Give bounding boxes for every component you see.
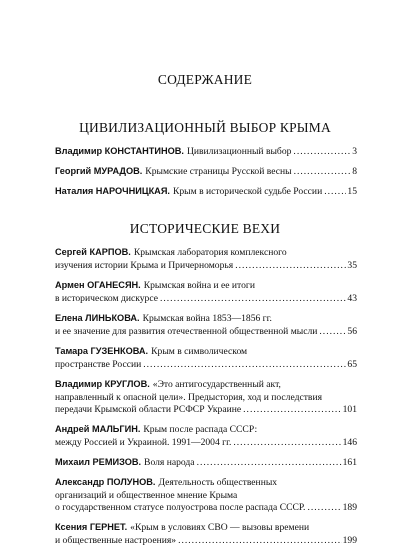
entry-page-number: 146 [342, 436, 357, 448]
entry-line [55, 345, 357, 359]
entry-author: Армен ОГАНЕСЯН. [55, 280, 141, 290]
entry-author: Андрей МАЛЬГИН. [55, 424, 141, 434]
entry-line [55, 359, 357, 372]
entry-author: Владимир КРУГЛОВ. [55, 379, 150, 389]
entry-line [55, 260, 357, 273]
entry-title: и ее значение для развития отечественной общественной мысли [55, 325, 318, 337]
entry-title: Крым в символическом [151, 346, 248, 357]
entry-title: «Это антигосударственный акт, [152, 379, 281, 390]
entry-line [55, 476, 357, 490]
entry-title: передачи Крымской области РСФСР Украине [55, 404, 242, 416]
dot-leader [294, 166, 352, 179]
toc-entry[interactable] [55, 279, 357, 305]
entry-title: Крым после распада СССР: [143, 424, 258, 435]
entry-line [55, 392, 357, 405]
entry-line [55, 490, 357, 503]
toc-entry[interactable] [55, 456, 357, 470]
entry-page-number: 65 [347, 358, 357, 370]
entry-title: Цивилизационный выбор [186, 146, 292, 157]
entry-line [55, 437, 357, 450]
dot-leader [197, 457, 342, 470]
entry-title: пространстве России [55, 358, 142, 370]
entry-page-number: 3 [352, 146, 357, 157]
dot-leader [324, 186, 346, 199]
entry-author: Владимир КОНСТАНТИНОВ. [55, 146, 184, 156]
entry-author: Тамара ГУЗЕНКОВА. [55, 346, 149, 356]
entry-line [55, 145, 357, 159]
dot-leader [235, 260, 346, 273]
entry-line [55, 312, 357, 326]
section-title: ИСТОРИЧЕСКИЕ ВЕХИ [129, 221, 281, 236]
entry-title: в историческом дискурсе [55, 292, 158, 304]
dot-leader [178, 535, 342, 548]
entry-line [55, 502, 357, 515]
entry-title: организаций и общественное мнение Крыма [55, 489, 238, 501]
entry-page-number: 15 [347, 186, 357, 197]
contents-title: СОДЕРЖАНИЕ [157, 72, 253, 87]
entry-line [55, 165, 357, 179]
dot-leader [293, 146, 351, 159]
entry-page-number: 43 [347, 292, 357, 304]
toc-entry[interactable] [55, 345, 357, 371]
entry-title: о государственном статусе полуострова после распада СССР. [55, 502, 306, 514]
entry-title: Деятельность общественных [158, 477, 278, 488]
entry-page-number: 56 [347, 325, 357, 337]
entry-page-number: 189 [342, 502, 357, 514]
toc-entry[interactable] [55, 145, 357, 159]
entry-author: Наталия НАРОЧНИЦКАЯ. [55, 186, 170, 196]
section-title: ЦИВИЛИЗАЦИОННЫЙ ВЫБОР КРЫМА [79, 120, 331, 135]
entry-line [55, 279, 357, 293]
entry-author: Георгий МУРАДОВ. [55, 166, 143, 176]
toc-entry[interactable] [55, 312, 357, 338]
toc-entry[interactable] [55, 378, 357, 417]
entry-line [55, 456, 357, 470]
entry-title: направленный к опасной цели». Предыстория, ход и последствия [55, 391, 322, 403]
entry-line [55, 423, 357, 437]
entry-line [55, 246, 357, 260]
entry-page-number: 199 [342, 534, 357, 546]
entry-page-number: 35 [347, 259, 357, 271]
dot-leader [233, 437, 341, 450]
entry-title: и общественные настроения» [55, 534, 177, 546]
dot-leader [243, 404, 341, 417]
entry-author: Михаил РЕМИЗОВ. [55, 457, 142, 467]
entry-author: Сергей КАРПОВ. [55, 247, 131, 257]
entry-title: Воля народа [144, 457, 195, 468]
entry-title: «Крым в условиях СВО — вызовы времени [130, 522, 310, 533]
entry-title: между Россией и Украиной. 1991—2004 гг. [55, 436, 232, 448]
entry-line [55, 535, 357, 548]
entry-title: изучения истории Крыма и Причерноморья [55, 259, 234, 271]
entry-author: Александр ПОЛУНОВ. [55, 477, 156, 487]
toc-entry[interactable] [55, 521, 357, 547]
entry-title: Крым в исторической судьбе России [172, 186, 323, 197]
toc-entry[interactable] [55, 423, 357, 449]
toc-entry[interactable] [55, 476, 357, 515]
entry-title: Крымская война 1853—1856 гг. [142, 313, 272, 324]
entry-title: Крымская лаборатория комплексного [133, 247, 287, 258]
entry-page-number: 8 [352, 166, 357, 177]
entry-title: Крымская война и ее итоги [143, 280, 255, 291]
entry-page-number: 161 [342, 457, 357, 468]
entry-line [55, 521, 357, 535]
entry-line [55, 378, 357, 392]
entry-line [55, 185, 357, 199]
entry-title: Крымские страницы Русской весны [145, 166, 292, 177]
entry-line [55, 326, 357, 339]
dot-leader [160, 293, 346, 306]
toc-entry[interactable] [55, 246, 357, 272]
dot-leader [319, 326, 346, 339]
dot-leader [143, 359, 346, 372]
entry-author: Ксения ГЕРНЕТ. [55, 522, 128, 532]
toc-entry[interactable] [55, 185, 357, 199]
dot-leader [307, 502, 341, 515]
entry-author: Елена ЛИНЬКОВА. [55, 313, 140, 323]
entry-line [55, 404, 357, 417]
entry-page-number: 101 [342, 404, 357, 416]
entry-line [55, 293, 357, 306]
toc-entry[interactable] [55, 165, 357, 179]
